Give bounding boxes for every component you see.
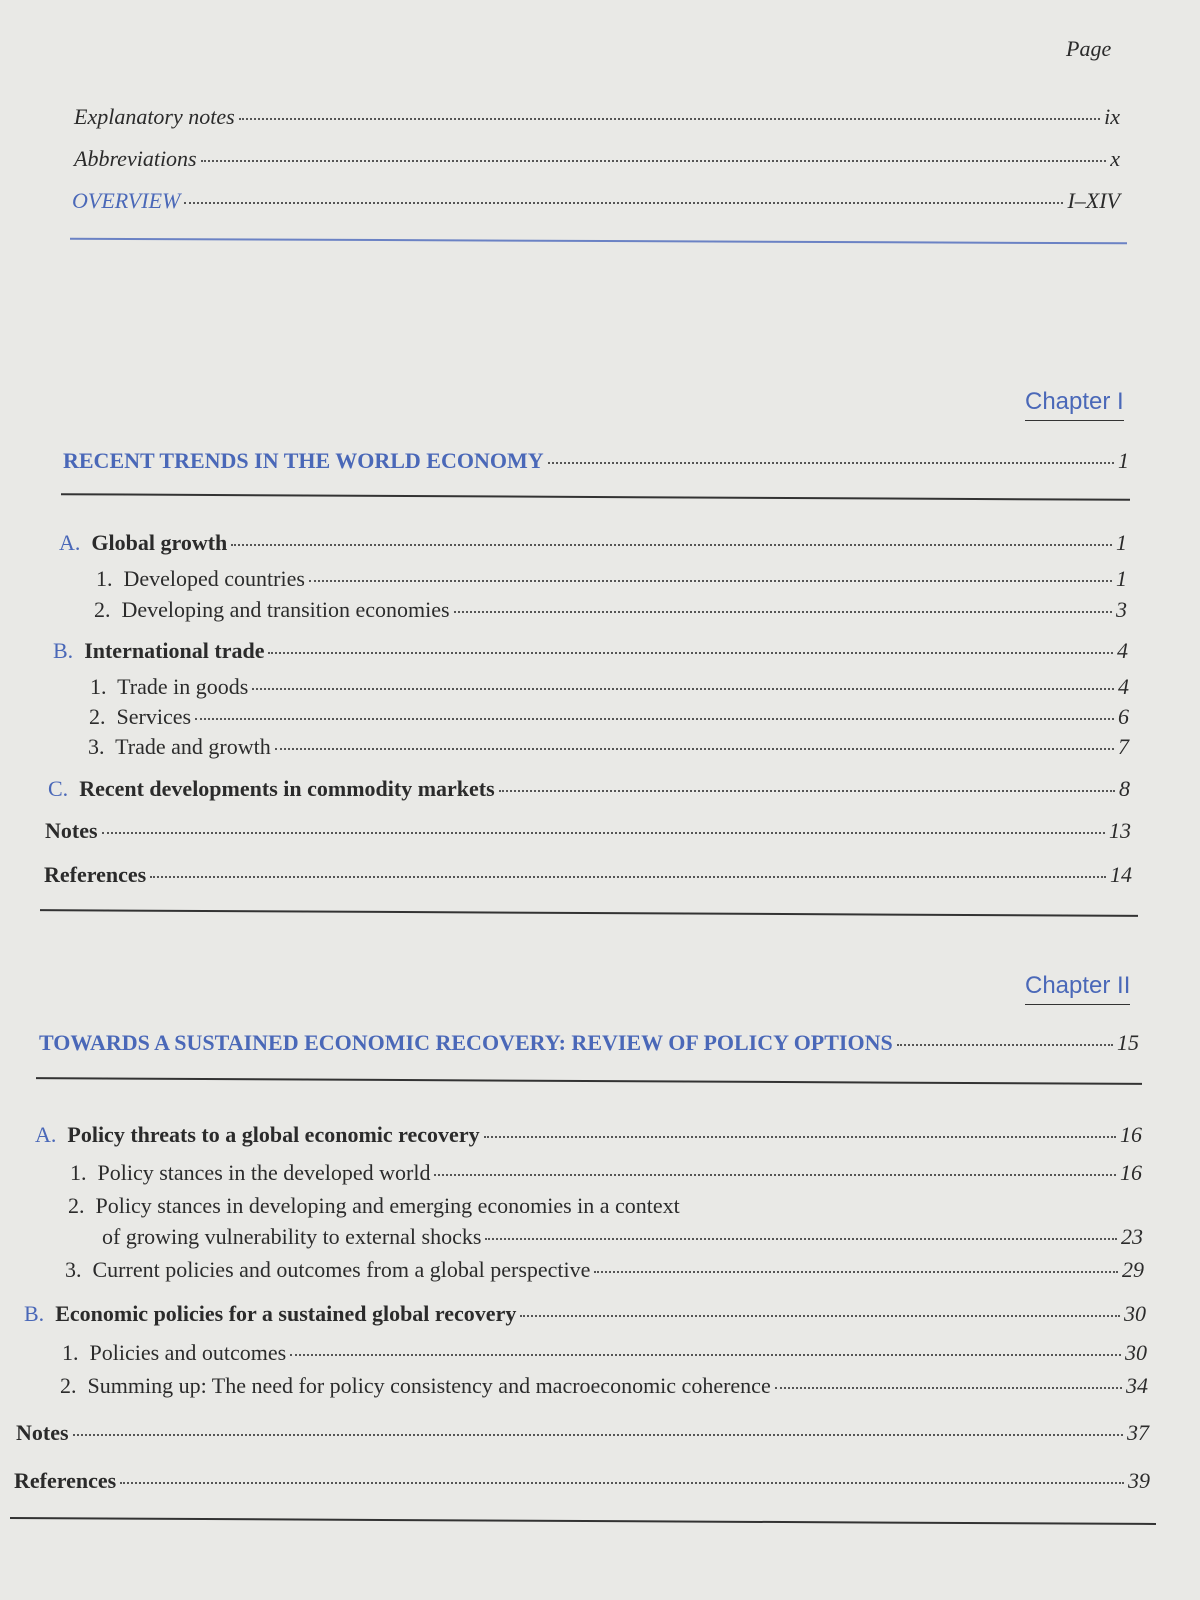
- toc-page-number: 16: [1120, 1122, 1142, 1147]
- toc-entry-label: Explanatory notes: [74, 104, 235, 129]
- section-a[interactable]: [59, 530, 1127, 556]
- leader-dots: [195, 718, 1114, 720]
- leader-dots: [239, 118, 1100, 120]
- leader-dots: [548, 462, 1114, 464]
- leader-dots: [73, 1434, 1123, 1436]
- toc-entry-label: Summing up: The need for policy consistency and macroeconomic coherence: [87, 1373, 771, 1398]
- leader-dots: [897, 1044, 1113, 1046]
- toc-page-number: 37: [1127, 1420, 1149, 1445]
- toc-entry-explanatory-notes[interactable]: [74, 104, 1120, 130]
- toc-entry-label: Economic policies for a sustained global recovery: [55, 1301, 517, 1326]
- toc-entry-label-continued: of growing vulnerability to external shocks: [102, 1224, 482, 1249]
- section-c[interactable]: [48, 776, 1130, 802]
- toc-page-number: 1: [1116, 530, 1127, 555]
- toc-entry-label: RECENT TRENDS IN THE WORLD ECONOMY: [63, 448, 544, 473]
- chapter-title[interactable]: [63, 448, 1129, 474]
- toc-page-number: x: [1110, 146, 1120, 171]
- leader-dots: [252, 688, 1114, 690]
- toc-page-number: 29: [1122, 1257, 1144, 1282]
- chapter-label: Chapter I: [1025, 388, 1124, 421]
- toc-entry-label: Trade in goods: [117, 674, 249, 699]
- toc-entry-label: Current policies and outcomes from a global perspective: [92, 1257, 591, 1282]
- toc-entry-label: TOWARDS A SUSTAINED ECONOMIC RECOVERY: REVIEW OF POLICY OPTIONS: [39, 1030, 893, 1055]
- toc-page-number: 3: [1116, 597, 1127, 622]
- leader-dots: [102, 832, 1105, 834]
- toc-entry-label: International trade: [84, 638, 265, 663]
- toc-page-number: 6: [1118, 704, 1129, 729]
- subsection[interactable]: [102, 1224, 1143, 1250]
- toc-entry-label: Notes: [16, 1420, 69, 1445]
- toc-page-number: 15: [1117, 1030, 1139, 1055]
- leader-dots: [775, 1387, 1122, 1389]
- divider: [70, 238, 1127, 245]
- subsection[interactable]: [88, 734, 1129, 760]
- toc-page-number: 1: [1116, 566, 1127, 591]
- section-b[interactable]: [53, 638, 1128, 664]
- leader-dots: [231, 544, 1112, 546]
- subsection[interactable]: [60, 1373, 1148, 1399]
- toc-page-number: 1: [1118, 448, 1129, 473]
- section-letter: A.: [35, 1122, 57, 1147]
- leader-dots: [454, 611, 1112, 613]
- leader-dots: [268, 652, 1113, 654]
- divider: [40, 909, 1138, 917]
- leader-dots: [520, 1315, 1120, 1317]
- leader-dots: [434, 1174, 1116, 1176]
- toc-page-number: 14: [1110, 862, 1132, 887]
- toc-page-number: 8: [1119, 776, 1130, 801]
- item-number: 1.: [70, 1160, 87, 1185]
- toc-entry-label: References: [44, 862, 147, 887]
- item-number: 1.: [62, 1340, 79, 1365]
- toc-entry-label: References: [14, 1468, 117, 1493]
- leader-dots: [309, 580, 1112, 582]
- item-number: 3.: [88, 734, 105, 759]
- toc-page-number: 16: [1120, 1160, 1142, 1185]
- toc-entry-label: Developed countries: [123, 566, 305, 591]
- toc-entry-label: Policy stances in developing and emerging economies in a context: [95, 1193, 680, 1218]
- item-number: 3.: [65, 1257, 82, 1282]
- item-number: 2.: [68, 1193, 85, 1218]
- toc-entry-label: Notes: [45, 818, 98, 843]
- toc-entry-label: Services: [116, 704, 192, 729]
- toc-entry-label: Policies and outcomes: [89, 1340, 287, 1365]
- toc-entry-notes[interactable]: [45, 818, 1131, 844]
- chapter-label: Chapter II: [1025, 972, 1130, 1005]
- toc-entry-notes[interactable]: [16, 1420, 1149, 1446]
- toc-page-number: I–XIV: [1067, 188, 1120, 213]
- subsection[interactable]: [89, 704, 1129, 730]
- item-number: 1.: [90, 674, 107, 699]
- item-number: 2.: [60, 1373, 77, 1398]
- subsection[interactable]: [94, 597, 1127, 623]
- leader-dots: [275, 748, 1114, 750]
- toc-page-number: 30: [1124, 1301, 1146, 1326]
- divider: [61, 493, 1130, 501]
- toc-entry-label: Policy stances in the developed world: [97, 1160, 431, 1185]
- section-a[interactable]: [35, 1122, 1142, 1148]
- section-letter: B.: [53, 638, 74, 663]
- leader-dots: [484, 1136, 1116, 1138]
- section-letter: C.: [48, 776, 69, 801]
- toc-entry-references[interactable]: [14, 1468, 1150, 1494]
- page-column-label: Page: [1066, 36, 1112, 61]
- subsection[interactable]: [90, 674, 1129, 700]
- item-number: 1.: [96, 566, 113, 591]
- toc-entry-label: Recent developments in commodity markets: [79, 776, 495, 801]
- toc-page-number: 4: [1118, 674, 1129, 699]
- leader-dots: [485, 1238, 1117, 1240]
- toc-page-number: ix: [1104, 104, 1120, 129]
- subsection[interactable]: [65, 1257, 1144, 1283]
- toc-entry-label: Developing and transition economies: [121, 597, 450, 622]
- section-b[interactable]: [24, 1301, 1146, 1327]
- subsection-first-line: [68, 1193, 680, 1219]
- section-letter: B.: [24, 1301, 45, 1326]
- leader-dots: [290, 1354, 1121, 1356]
- item-number: 2.: [94, 597, 111, 622]
- toc-page-number: 4: [1117, 638, 1128, 663]
- item-number: 2.: [89, 704, 106, 729]
- toc-entry-label: Trade and growth: [115, 734, 271, 759]
- toc-entry-abbreviations[interactable]: [74, 146, 1120, 172]
- toc-page-number: 34: [1126, 1373, 1148, 1398]
- leader-dots: [120, 1482, 1124, 1484]
- subsection[interactable]: [70, 1160, 1142, 1186]
- subsection[interactable]: [62, 1340, 1147, 1366]
- leader-dots: [150, 876, 1106, 878]
- leader-dots: [594, 1271, 1118, 1273]
- toc-page-number: 23: [1121, 1224, 1143, 1249]
- toc-entry-references[interactable]: [44, 862, 1132, 888]
- toc-page-number: 30: [1125, 1340, 1147, 1365]
- toc-entry-label: Global growth: [91, 530, 228, 555]
- toc-entry-label: Policy threats to a global economic recovery: [67, 1122, 480, 1147]
- leader-dots: [499, 790, 1115, 792]
- toc-page-number: 13: [1109, 818, 1131, 843]
- leader-dots: [201, 160, 1107, 162]
- toc-page-number: 7: [1118, 734, 1129, 759]
- toc-entry-label: Abbreviations: [74, 146, 197, 171]
- toc-entry-overview[interactable]: [72, 188, 1120, 214]
- chapter-title[interactable]: [39, 1030, 1139, 1056]
- subsection[interactable]: [96, 566, 1127, 592]
- divider: [10, 1517, 1156, 1525]
- leader-dots: [184, 202, 1063, 204]
- toc-entry-label: OVERVIEW: [72, 188, 181, 213]
- section-letter: A.: [59, 530, 81, 555]
- toc-page-number: 39: [1128, 1468, 1150, 1493]
- divider: [36, 1077, 1142, 1085]
